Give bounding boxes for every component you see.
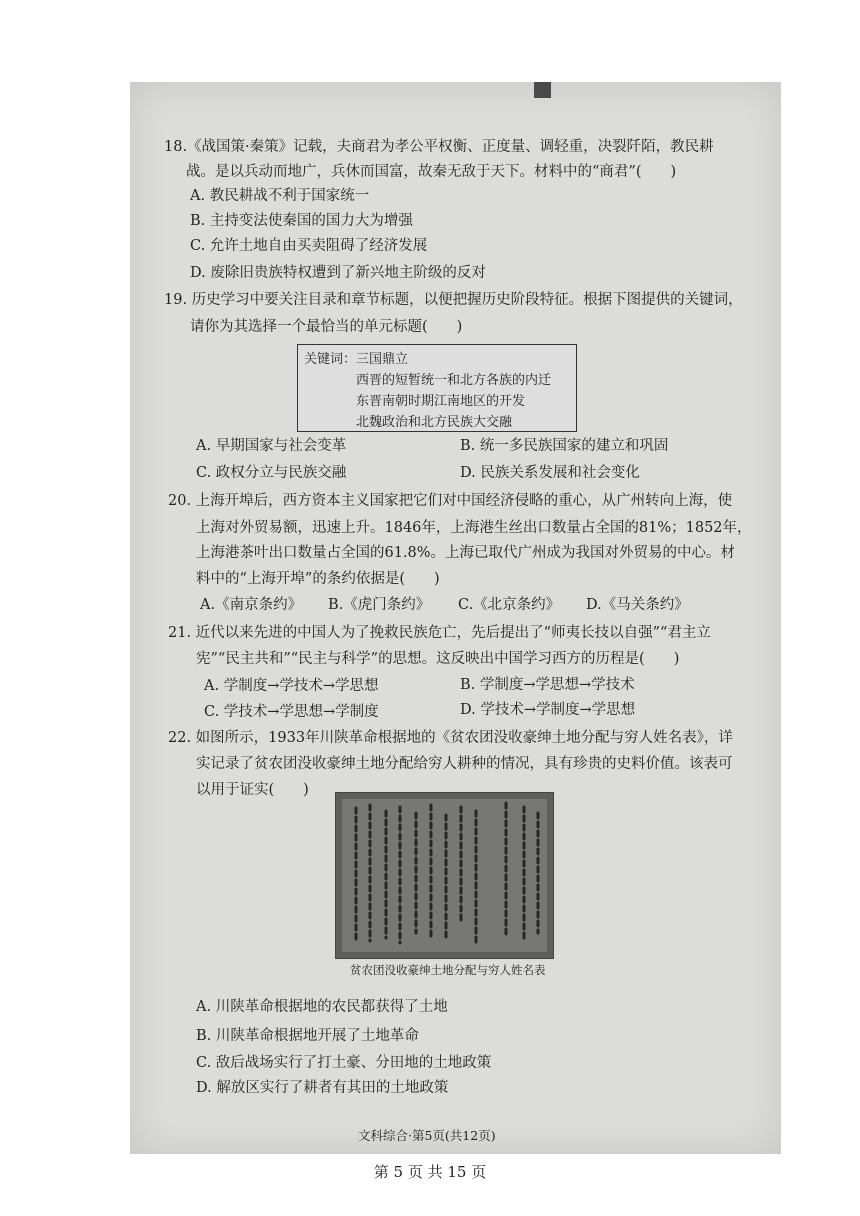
- q22-option-b: B. 川陕革命根据地开展了土地革命: [196, 1028, 419, 1044]
- keyword-line: 东晋南朝时期江南地区的开发: [356, 394, 526, 409]
- q22-stem-line3: 以用于证实( ): [196, 782, 309, 798]
- q18-option-a: A. 教民耕战不利于国家统一: [190, 188, 370, 204]
- q20-option-a: A.《南京条约》: [200, 597, 303, 613]
- page-number: 第 5 页 共 15 页: [373, 1163, 487, 1181]
- sheet-footer: 文科综合·第5页(共12页): [358, 1128, 496, 1143]
- keyword-line: 西晋的短暂统一和北方各族的内迁: [356, 373, 552, 388]
- q20-stem-line3: 上海港茶叶出口数量占全国的61.8%。上海已取代广州成为我国对外贸易的中心。材: [196, 545, 736, 561]
- q20-stem-line1: 20. 上海开埠后，西方资本主义国家把它们对中国经济侵略的重心，从广州转向上海，使: [168, 493, 733, 509]
- scanned-exam-page: [130, 82, 781, 1154]
- q19-option-a: A. 早期国家与社会变革: [196, 438, 347, 454]
- alignment-marker: [534, 82, 551, 98]
- q20-stem-line2: 上海对外贸易额，迅速上升。1846年，上海港生丝出口数量占全国的81%；1852年，: [196, 520, 752, 536]
- q19-option-b: B. 统一多民族国家的建立和巩固: [460, 438, 669, 454]
- q21-stem-line1: 21. 近代以来先进的中国人为了挽救民族危亡，先后提出了“师夷长技以自强”“君主立: [168, 625, 711, 641]
- q18-option-c: C. 允许土地自由买卖阻碍了经济发展: [190, 238, 428, 254]
- photo-caption: 贫农团没收豪绅土地分配与穷人姓名表: [350, 963, 546, 977]
- q19-stem-line2: 请你为其选择一个最恰当的单元标题( ): [190, 319, 463, 335]
- q21-option-d: D. 学技术→学制度→学思想: [460, 702, 636, 718]
- q22-option-c: C. 敌后战场实行了打土豪、分田地的土地政策: [196, 1055, 492, 1071]
- q22-stem-line2: 实记录了贫农团没收豪绅土地分配给穷人耕种的情况，具有珍贵的史料价值。该表可: [196, 756, 733, 772]
- q18-stem-line1: 18.《战国策·秦策》记载，夫商君为孝公平权衡、正度量、调轻重，决裂阡陌，教民耕: [164, 139, 714, 155]
- q18-option-b: B. 主持变法使秦国的国力大为增强: [190, 213, 413, 229]
- q22-option-a: A. 川陕革命根据地的农民都获得了土地: [196, 999, 448, 1015]
- q20-option-d: D.《马关条约》: [586, 597, 689, 613]
- q21-option-b: B. 学制度→学思想→学技术: [460, 677, 635, 693]
- q20-stem-line4: 料中的“上海开埠”的条约依据是( ): [196, 571, 440, 587]
- q21-stem-line2: 宪”“民主共和”“民主与科学”的思想。这反映出中国学习西方的历程是( ): [196, 651, 680, 667]
- keyword-line: 北魏政治和北方民族大交融: [356, 415, 513, 430]
- q20-option-c: C.《北京条约》: [458, 597, 561, 613]
- keyword-box: [297, 344, 577, 432]
- keyword-line: 关键词：三国鼎立: [304, 352, 409, 367]
- q21-option-a: A. 学制度→学技术→学思想: [204, 678, 379, 694]
- q22-option-d: D. 解放区实行了耕者有其田的土地政策: [196, 1080, 449, 1096]
- q21-option-c: C. 学技术→学思想→学制度: [204, 704, 379, 720]
- historical-document-photo: [335, 792, 554, 959]
- q18-stem-line2: 战。是以兵动而地广，兵休而国富，故秦无敌于天下。材料中的“商君”( ): [186, 164, 677, 180]
- q19-stem-line1: 19. 历史学习中要关注目录和章节标题，以便把握历史阶段特征。根据下图提供的关键词，: [164, 292, 743, 308]
- q20-option-b: B.《虎门条约》: [328, 597, 431, 613]
- q19-option-c: C. 政权分立与民族交融: [196, 465, 347, 481]
- q19-option-d: D. 民族关系发展和社会变化: [460, 465, 640, 481]
- q22-stem-line1: 22. 如图所示，1933年川陕革命根据地的《贫农团没收豪绅土地分配与穷人姓名表》，详: [168, 730, 733, 746]
- q18-option-d: D. 废除旧贵族特权遭到了新兴地主阶级的反对: [190, 265, 486, 281]
- document-image-icon: [336, 793, 553, 958]
